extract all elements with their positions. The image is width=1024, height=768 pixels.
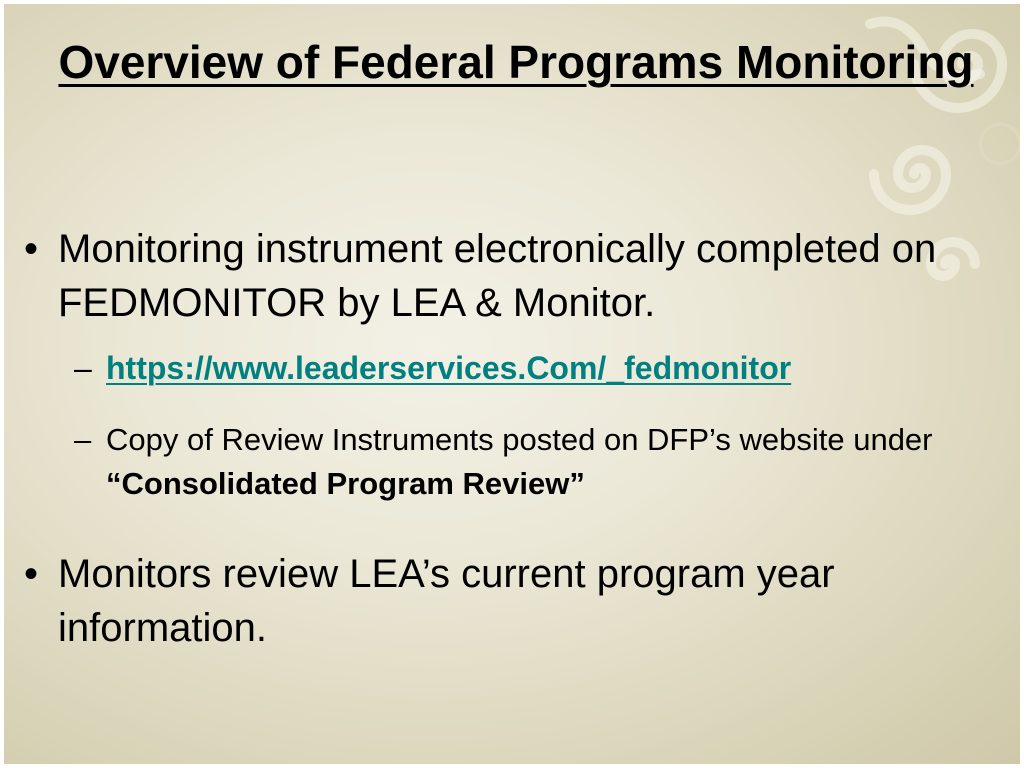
bullet-item-monitors-review <box>24 547 1018 655</box>
bullet-marker: • <box>24 552 39 596</box>
sub-item-review-instruments <box>74 418 1006 506</box>
consolidated-program-review-label: “Consolidated Program Review” <box>106 466 585 501</box>
slide-title <box>4 32 1020 92</box>
sub-item-fedmonitor-link <box>74 346 1006 390</box>
bullet-text: Monitors review LEA’s current program year information. <box>58 552 835 650</box>
fedmonitor-link[interactable]: https://www.leaderservices.Com/_fedmonitor <box>106 350 792 386</box>
slide <box>4 4 1020 764</box>
bullet-marker: • <box>24 227 39 271</box>
bullet-text: Monitoring instrument electronically completed on FEDMONITOR by LEA & Monitor. <box>58 227 937 325</box>
sub-bullet-marker: – <box>74 422 92 457</box>
slide-title-text: Overview of Federal Programs Monitoring <box>58 36 974 88</box>
bullet-item-monitoring-instrument <box>24 222 1018 330</box>
sub-item-text: Copy of Review Instruments posted on DFP’s website under <box>106 422 933 457</box>
sub-bullet-marker: – <box>74 350 92 386</box>
